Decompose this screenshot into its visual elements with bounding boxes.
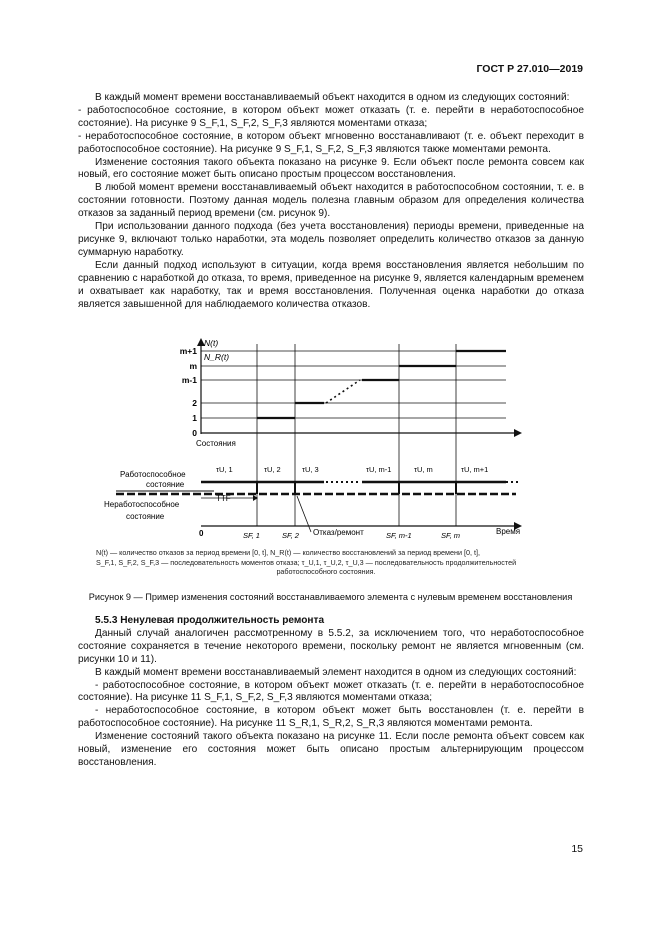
s-label: SF, 2: [282, 531, 299, 540]
paragraph: Изменение состояний такого объекта показано на рисунке 11. Если после ремонта объект совсем как новый, изменение его состояния может быть описано простым альтернирующим процессом восстановления.: [78, 731, 584, 768]
tau-label: τU, 3: [302, 465, 319, 474]
states-label: Состояния: [196, 439, 236, 448]
tau-label: τU, m+1: [461, 465, 489, 474]
page-number: 15: [571, 843, 583, 855]
legend-line: [96, 558, 556, 568]
level-lines: [201, 351, 506, 418]
down-state-label-1: Неработоспособное: [104, 500, 180, 509]
paragraph: - неработоспособное состояние, в котором объект мгновенно восстанавливают (т. е. объект переходит в работоспособное состояние). На рисунке 9 S_F,1, S_F,2, S_F,3 являются также моментами ремонта.: [78, 130, 584, 155]
legend-line: работоспособного состояния.: [276, 567, 376, 577]
legend-line: N(t) — количество отказов за период времени [0, t], N_R(t) — количество восстановлений за период времени [0, t],: [96, 548, 480, 557]
up-state-label-1: Работоспособное: [120, 470, 186, 479]
tau-label: τU, m-1: [366, 465, 392, 474]
y-label-n: N(t): [204, 338, 219, 348]
y-tick-labels: [180, 346, 198, 438]
paragraph: - работоспособное состояние, в котором объект может отказать (т. е. перейти в неработоспособное состояние). На рисунке 11 S_F,1, S_F,2, S_F,3 являются моментами отказа;: [78, 679, 584, 704]
paragraph: При использовании данного подхода (без учета восстановления) периоды времени, приведенные на рисунке 9, включают только наработки, эта модель позволяет определить количество отказов за данную суммарную наработку.: [78, 221, 584, 258]
s-label: SF, m: [441, 531, 461, 540]
y-tick: 2: [192, 398, 197, 408]
y-tick: m: [189, 361, 197, 371]
paragraph: Данный случай аналогичен рассмотренному в 5.5.2, за исключением того, что неработоспособное состояние сохраняется в течение некоторого времени, поскольку ремонт не является мгновенным (см. рисунки 10 и 11).: [78, 627, 584, 665]
failure-count-steps: [257, 351, 506, 418]
origin-label: 0: [199, 529, 204, 538]
ellipsis-steps: [326, 380, 360, 403]
tau-label: τU, m: [414, 465, 433, 474]
paragraph: - работоспособное состояние, в котором объект может отказать (т. е. перейти в неработоспособное состояние). На рисунке 9 S_F,1, S_F,2, S_F,3 являются моментами отказа;: [78, 104, 584, 129]
failure-repair-label: Отказ/ремонт: [313, 528, 364, 537]
intro-text: [78, 92, 584, 311]
paragraph: Если данный подход используют в ситуации, когда время восстановления является небольшим по сравнению с наработкой до отказа, то время, приведенное на рисунке 9, является календарным временем и охватывает как наработку, так и время восстановления. Полученная оценка наработки до отказа является завышенной для наблюдаемого количества отказов.: [78, 259, 584, 310]
state-transitions: [257, 482, 456, 494]
paragraph: В каждый момент времени восстанавливаемый элемент находится в одном из следующих состояний:: [95, 666, 577, 678]
y-tick: m-1: [181, 375, 197, 385]
y-tick: 1: [192, 413, 197, 423]
section-heading: 5.5.3 Ненулевая продолжительность ремонта: [95, 615, 325, 626]
tau-label: τU, 1: [216, 465, 233, 474]
down-state-label-2: состояние: [126, 512, 165, 521]
legend-part: τ_U,1, τ_U,2, τ_U,3 — последовательность продолжительностей: [301, 557, 517, 567]
section-text: [78, 615, 584, 770]
y-tick: m+1: [179, 346, 197, 356]
time-label: Время: [496, 527, 521, 536]
s-label: SF, m-1: [386, 531, 412, 540]
x-axis-upper-arrow: [514, 429, 522, 437]
paragraph: В каждый момент времени восстанавливаемый объект находится в одном из следующих состояний:: [95, 92, 570, 103]
figure-caption: Рисунок 9 — Пример изменения состояний восстанавливаемого элемента с нулевым временем восстановления: [88, 592, 573, 602]
up-state-label-2: состояние: [146, 480, 185, 489]
document-header: ГОСТ Р 27.010—2019: [476, 63, 583, 75]
y-label-nr: N_R(t): [204, 352, 230, 362]
y-tick: 0: [192, 428, 197, 438]
paragraph: В любой момент времени восстанавливаемый объект находится в работоспособном состоянии, т. е. в состоянии готовности. Поэтому данная модель полезна главным образом для определения количества отказов за заданный период времени (см. рисунок 9).: [78, 182, 584, 220]
figure-9-diagram: [96, 336, 536, 546]
paragraph: - неработоспособное состояние, в котором объект может быть восстановлен (т. е. перейти в работоспособное состояние). На рисунке 11 S_R,1, S_R,2, S_R,3 являются моментами ремонта.: [78, 705, 584, 730]
event-lines: [257, 344, 456, 526]
tau-label: τU, 2: [264, 465, 281, 474]
legend-part: S_F,1, S_F,2, S_F,3 — последовательность моментов отказа;: [96, 557, 300, 567]
s-label: SF, 1: [243, 531, 260, 540]
ttf-label: TTF: [216, 494, 231, 503]
paragraph: Изменение состояния такого объекта показано на рисунке 9. Если объект после ремонта совсем как новый, его состояние может быть описано простым процессом восстановления.: [78, 156, 584, 181]
figure-legend: [96, 548, 556, 577]
